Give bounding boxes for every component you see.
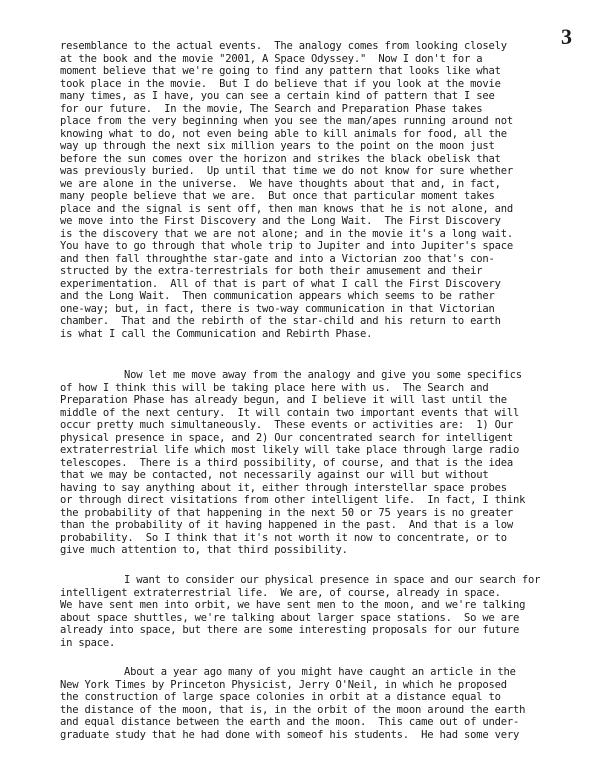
text-line: the probability of that happening in the next 50 or 75 years is no greater [60, 506, 513, 519]
text-line: took place in the movie. But I do believe that if you look at the movie [60, 77, 501, 90]
text-line: We have sent men into orbit, we have sent men to the moon, and we're talking [60, 599, 526, 611]
text-line: I want to consider our physical presence in space and our search for [124, 574, 541, 586]
text-line: one-way; but, in fact, there is two-way communication in that Victorian [60, 302, 495, 315]
text-line: of how I think this will be taking place here with us. The Search and [60, 381, 489, 394]
text-line: intelligent extraterrestrial life. We are, of course, already in space. [60, 586, 501, 599]
text-line: at the book and the movie "2001, A Space Odyssey." Now I don't for a [60, 52, 483, 65]
text-line: many times, as I have, you can see a certain kind of pattern that I see [60, 90, 495, 102]
text-line: and then fall throughthe star-gate and into a Victorian zoo that's con- [60, 252, 495, 265]
text-line: place from the very beginning when you see the man/apes running around not [60, 115, 513, 127]
text-line: having to say anything about it, either through interstellar space probes [60, 481, 507, 494]
text-line: You have to go through that whole trip to Jupiter and into Jupiter's space [60, 240, 513, 252]
text-line: and equal distance between the earth and the moon. This came out of under- [60, 716, 520, 728]
text-line: we are alone in the universe. We have thoughts about that and, in fact, [60, 177, 501, 190]
paragraph-1 [60, 40, 582, 340]
text-line: probability. So I think that it's not worth it now to concentrate, or to [60, 531, 507, 544]
text-line: many people believe that we are. But once that particular moment takes [60, 190, 495, 202]
text-line: or through direct visitations from other intelligent life. In fact, I think [60, 494, 526, 506]
text-line: that we may be contacted, not necessarily against our will but without [60, 469, 489, 481]
text-line: occur pretty much simultaneously. These events or activities are: 1) Our [60, 419, 513, 431]
text-line: the construction of large space colonies in orbit at a distance equal to [60, 691, 501, 703]
page-number: 3 [561, 24, 572, 49]
text-line: telescopes. There is a third possibility, of course, and that is the idea [60, 456, 513, 469]
text-line: is what I call the Communication and Rebirth Phase. [60, 327, 373, 340]
text-line: already into space, but there are some interesting proposals for our future [60, 624, 520, 636]
text-line: for our future. In the movie, The Search and Preparation Phase takes [60, 102, 483, 115]
text-line: Preparation Phase has already begun, and I believe it will last until the [60, 394, 507, 406]
text-line: was previously buried. Up until that time we do not know for sure whether [60, 165, 513, 177]
paragraph-4 [60, 666, 582, 741]
text-line: before the sun comes over the horizon and strikes the black obelisk that [60, 152, 501, 165]
text-line: give much attention to, that third possibility. [60, 544, 348, 556]
text-line: New York Times by Princeton Physicist, Jerry O'Neil, in which he proposed [60, 678, 507, 691]
text-line: than the probability of it having happened in the past. And that is a low [60, 519, 513, 531]
text-line: extraterrestrial life which most likely will take place through large radio [60, 444, 520, 456]
text-line: is the discovery that we are not alone; and in the movie it's a long wait. [60, 227, 513, 240]
text-line: moment believe that we're going to find any pattern that looks like what [60, 65, 501, 77]
text-line: way up through the next six million years to the point on the moon just [60, 140, 495, 152]
text-line: graduate study that he had done with someof his students. He had some very [60, 728, 520, 741]
paragraph-2 [60, 369, 582, 557]
text-line: About a year ago many of you might have caught an article in the [124, 666, 516, 678]
text-line: resemblance to the actual events. The analogy comes from looking closely [60, 40, 507, 52]
text-line: about space shuttles, we're talking about larger space stations. So we are [60, 611, 520, 624]
text-line: place and the signal is sent off, then man knows that he is not alone, and [60, 202, 513, 215]
text-line: structed by the extra-terrestrials for both their amusement and their [60, 265, 483, 277]
paragraph-3 [60, 574, 582, 649]
text-line: in space. [60, 636, 116, 649]
text-line: knowing what to do, not even being able to kill animals for food, all the [60, 127, 507, 140]
text-line: chamber. That and the rebirth of the star-child and his return to earth [60, 315, 501, 327]
text-line: Now let me move away from the analogy and give you some specifics [124, 369, 522, 381]
text-line: and the Long Wait. Then communication appears which seems to be rather [60, 290, 495, 302]
text-line: physical presence in space, and 2) Our concentrated search for intelligent [60, 431, 513, 444]
text-line: experimentation. All of that is part of what I call the First Discovery [60, 277, 501, 290]
text-line: we move into the First Discovery and the Long Wait. The First Discovery [60, 215, 501, 227]
text-line: the distance of the moon, that is, in the orbit of the moon around the earth [60, 703, 526, 716]
text-line: middle of the next century. It will contain two important events that will [60, 406, 520, 419]
